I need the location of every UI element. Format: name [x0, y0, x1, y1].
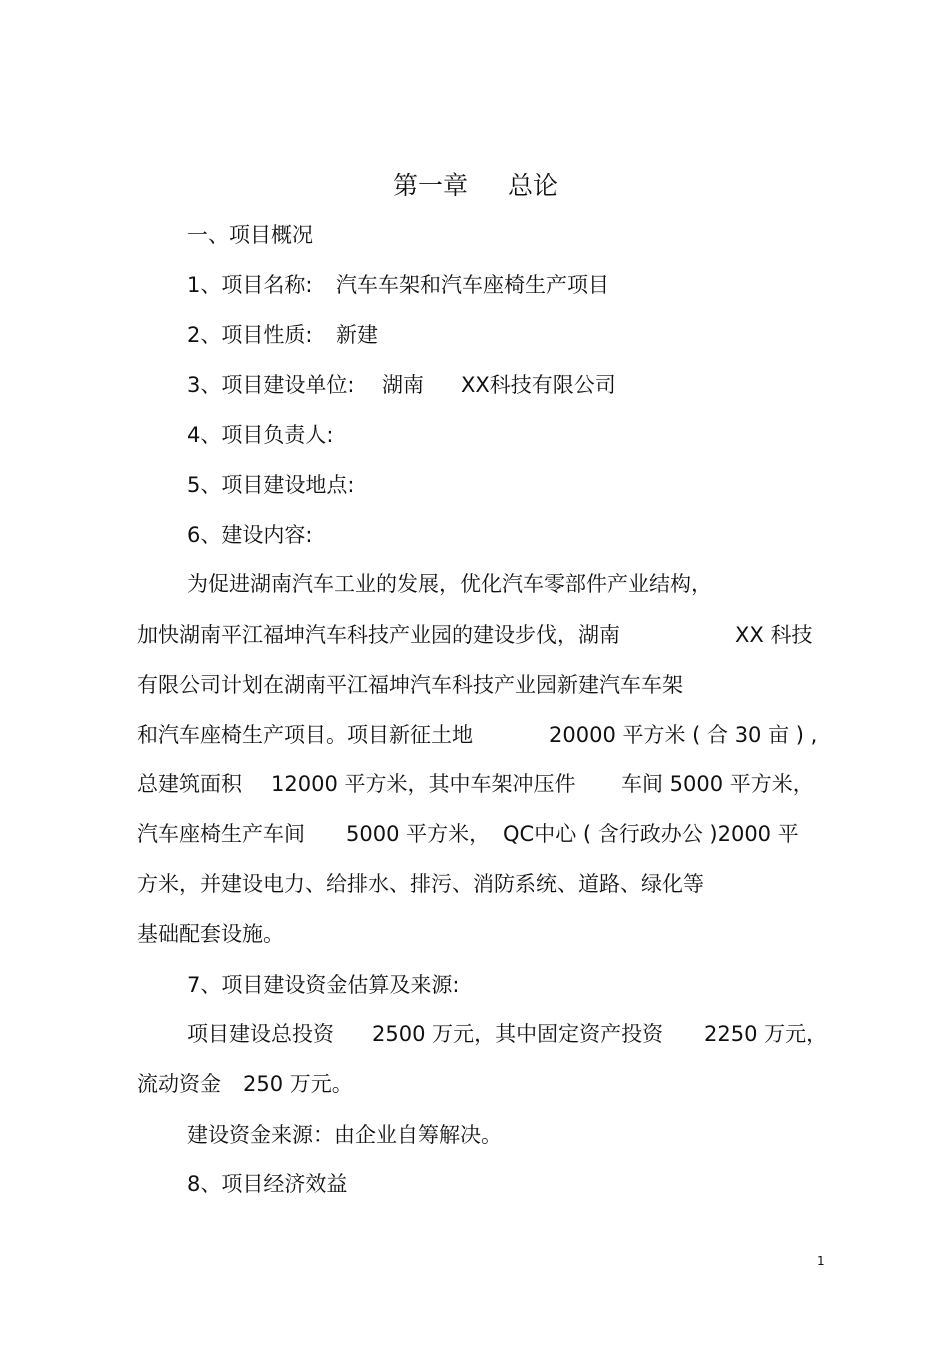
paragraph-line: 为促进湖南汽车工业的发展，优化汽车零部件产业结构， — [187, 572, 712, 596]
paragraph-line: 车间 5000 平方米， — [621, 772, 814, 796]
item-value: 汽车车架和汽车座椅生产项目 — [336, 273, 609, 297]
item-label: 6、建设内容: — [187, 523, 313, 547]
paragraph-line: 12000 平方米，其中车架冲压件 — [271, 772, 576, 796]
item-label: 2、项目性质: — [187, 323, 313, 347]
paragraph-line: 有限公司计划在湖南平江福坤汽车科技产业园新建汽车车架 — [137, 673, 683, 697]
paragraph-line: 基础配套设施。 — [137, 922, 284, 946]
item-label: 4、项目负责人: — [187, 423, 334, 447]
paragraph-line: 2500 万元，其中固定资产投资 — [372, 1022, 664, 1046]
page-number: 1 — [817, 1254, 825, 1268]
paragraph-line: 流动资金 — [137, 1072, 221, 1096]
paragraph-line: 5000 平方米， — [346, 822, 491, 846]
paragraph-line: 方米，并建设电力、给排水、排污、消防系统、道路、绿化等 — [137, 872, 704, 896]
paragraph-line: 建设资金来源：由企业自筹解决。 — [187, 1123, 502, 1147]
paragraph-line: XX 科技 — [735, 623, 813, 647]
paragraph-line: 250 万元。 — [243, 1072, 353, 1096]
item-label: 3、项目建设单位: — [187, 373, 355, 397]
paragraph-line: 总建筑面积 — [137, 772, 242, 796]
paragraph-line: 20000 平方米 ( 合 30 亩 ) , — [549, 723, 818, 747]
item-value: XX科技有限公司 — [461, 373, 616, 397]
paragraph-line: 汽车座椅生产车间 — [137, 822, 305, 846]
paragraph-line: 加快湖南平江福坤汽车科技产业园的建设步伐，湖南 — [137, 623, 620, 647]
chapter-number: 第一章 — [393, 171, 469, 200]
paragraph-line: 和汽车座椅生产项目。项目新征土地 — [137, 723, 473, 747]
section-heading: 一、项目概况 — [187, 223, 313, 247]
item-label: 5、项目建设地点: — [187, 473, 355, 497]
paragraph-line: QC中心 ( 含行政办公 )2000 平 — [503, 822, 799, 846]
item-label: 7、项目建设资金估算及来源: — [187, 973, 460, 997]
paragraph-line: 2250 万元， — [704, 1022, 828, 1046]
paragraph-line: 项目建设总投资 — [187, 1022, 334, 1046]
item-value: 新建 — [336, 323, 378, 347]
chapter-title: 总论 — [508, 171, 559, 200]
item-label: 8、项目经济效益 — [187, 1172, 348, 1196]
item-label: 1、项目名称: — [187, 273, 313, 297]
item-value: 湖南 — [382, 373, 424, 397]
